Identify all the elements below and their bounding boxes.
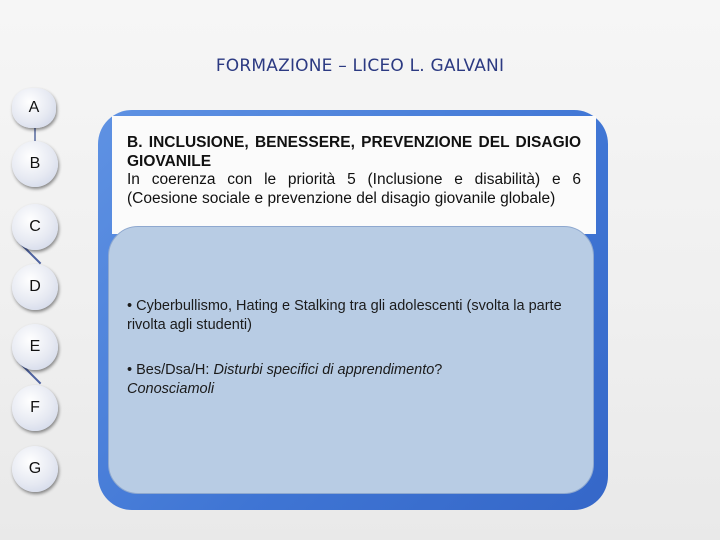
bullet-prefix: • Bes/Dsa/H: (127, 362, 214, 378)
bullet-item (127, 297, 582, 335)
bullet-prefix: • (127, 298, 137, 314)
nav-button-a[interactable]: A (12, 88, 56, 128)
bullet-italic-text: Disturbi specifici di apprendimento (213, 362, 435, 378)
nav-button-b[interactable]: B (12, 141, 58, 187)
section-heading: B. INCLUSIONE, BENESSERE, PREVENZIONE DEL DISAGIO GIOVANILE (127, 134, 581, 170)
section-header (127, 134, 581, 208)
bullet-item (127, 361, 582, 399)
section-intro: In coerenza con le priorità 5 (Inclusione e disabilità) e 6 (Coesione sociale e prevenzione del disagio giovanile globale) (127, 171, 581, 207)
nav-button-g[interactable]: G (12, 446, 58, 492)
bullet-suffix: ? (434, 362, 443, 378)
bullet-tail: Conosciamoli (127, 381, 215, 397)
nav-button-f[interactable]: F (12, 385, 58, 431)
nav-button-d[interactable]: D (12, 264, 58, 310)
slide-title: FORMAZIONE – LICEO L. GALVANI (215, 56, 505, 76)
content-panel-front (108, 226, 594, 494)
nav-button-c[interactable]: C (12, 204, 58, 250)
nav-button-e[interactable]: E (12, 324, 58, 370)
bullet-text: Cyberbullismo, Hating e Stalking tra gli adolescenti (svolta la parte rivolta agli studenti) (127, 298, 562, 333)
